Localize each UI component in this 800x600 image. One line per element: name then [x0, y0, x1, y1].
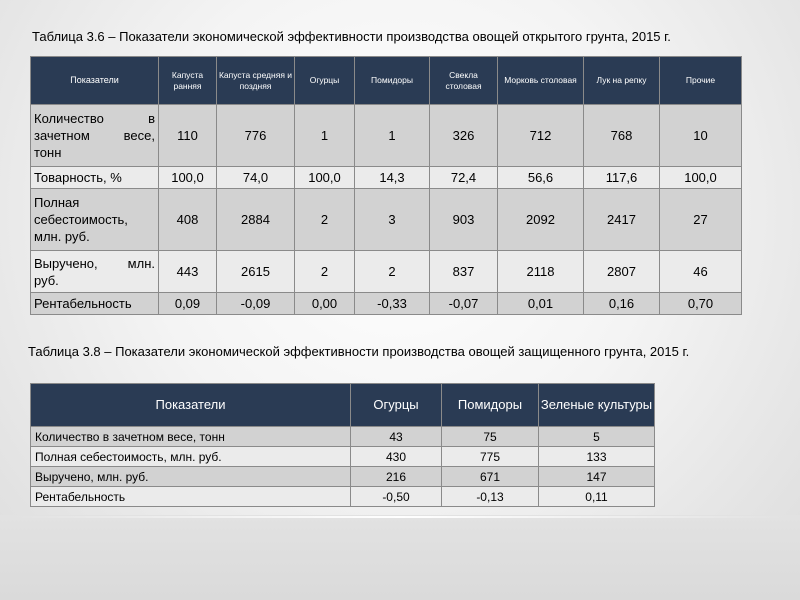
- table-cell: 903: [430, 189, 498, 251]
- table-cell: -0,33: [355, 293, 430, 315]
- table2-caption: Таблица 3.8 – Показатели экономической эффективности производства овощей защищенного грунта, 2015 г.: [28, 344, 690, 359]
- table1-caption: Таблица 3.6 – Показатели экономической эффективности производства овощей открытого грунта, 2015 г.: [32, 29, 671, 44]
- table-row: [31, 467, 655, 487]
- table-cell: 110: [159, 105, 217, 167]
- table-cell: 0,11: [539, 487, 655, 507]
- table-cell: -0,13: [442, 487, 539, 507]
- table-row: [31, 251, 742, 293]
- table-cell: 0,09: [159, 293, 217, 315]
- table-cell: 0,70: [660, 293, 742, 315]
- table2-header-cell: Огурцы: [351, 384, 442, 427]
- table2-header-cell: Показатели: [31, 384, 351, 427]
- table1-header-cell: Капуста средняя и поздняя: [217, 57, 295, 105]
- table-cell: 46: [660, 251, 742, 293]
- table-cell: 768: [584, 105, 660, 167]
- table-row: [31, 189, 742, 251]
- table-cell: 712: [498, 105, 584, 167]
- table-cell: 10: [660, 105, 742, 167]
- table-row: [31, 427, 655, 447]
- table1-header-cell: Помидоры: [355, 57, 430, 105]
- row-label: Количество в зачетном весе, тонн: [31, 427, 351, 447]
- table1-header-cell: Лук на репку: [584, 57, 660, 105]
- table-cell: 75: [442, 427, 539, 447]
- table-protected-ground: [30, 383, 655, 507]
- row-label: Товарность, %: [31, 167, 159, 189]
- table-cell: 671: [442, 467, 539, 487]
- row-label: Выручено, млн. руб.: [31, 467, 351, 487]
- table-cell: 100,0: [660, 167, 742, 189]
- table-cell: -0,50: [351, 487, 442, 507]
- table-cell: 133: [539, 447, 655, 467]
- table-cell: 2807: [584, 251, 660, 293]
- table-cell: 56,6: [498, 167, 584, 189]
- table-cell: 100,0: [159, 167, 217, 189]
- floor-highlight: [10, 516, 790, 518]
- table-cell: 117,6: [584, 167, 660, 189]
- table-cell: 0,16: [584, 293, 660, 315]
- table-cell: 2092: [498, 189, 584, 251]
- table-cell: 0,00: [295, 293, 355, 315]
- table-cell: 2417: [584, 189, 660, 251]
- table-cell: 1: [355, 105, 430, 167]
- table-cell: 74,0: [217, 167, 295, 189]
- table-cell: 2884: [217, 189, 295, 251]
- table1-header-cell: Прочие: [660, 57, 742, 105]
- table-cell: 100,0: [295, 167, 355, 189]
- table1-header-cell: Свекла столовая: [430, 57, 498, 105]
- table-cell: 5: [539, 427, 655, 447]
- table2-header-row: [31, 384, 655, 427]
- table-cell: 2: [295, 189, 355, 251]
- table-cell: -0,09: [217, 293, 295, 315]
- table-cell: -0,07: [430, 293, 498, 315]
- table-cell: 443: [159, 251, 217, 293]
- table-row: [31, 293, 742, 315]
- table-cell: 776: [217, 105, 295, 167]
- table-row: [31, 105, 742, 167]
- table1-header-cell: Показатели: [31, 57, 159, 105]
- table-row: [31, 487, 655, 507]
- table-cell: 3: [355, 189, 430, 251]
- table-cell: 2118: [498, 251, 584, 293]
- table1-header-cell: Морковь столовая: [498, 57, 584, 105]
- floor-band: [0, 515, 800, 600]
- table-cell: 775: [442, 447, 539, 467]
- row-label: Выручено, млн. руб.: [31, 251, 159, 293]
- table-cell: 14,3: [355, 167, 430, 189]
- table-cell: 326: [430, 105, 498, 167]
- row-label: Рентабельность: [31, 487, 351, 507]
- table-cell: 430: [351, 447, 442, 467]
- row-label: Полная себестоимость, млн. руб.: [31, 447, 351, 467]
- table2-header-cell: Помидоры: [442, 384, 539, 427]
- table-open-ground: [30, 56, 742, 315]
- row-label: Рентабельность: [31, 293, 159, 315]
- table1-header-row: [31, 57, 742, 105]
- table1-header-cell: Огурцы: [295, 57, 355, 105]
- table-cell: 0,01: [498, 293, 584, 315]
- table1-header-cell: Капуста ранняя: [159, 57, 217, 105]
- table2-header-cell: Зеленые культуры: [539, 384, 655, 427]
- table-row: [31, 447, 655, 467]
- row-label: Количество в зачетном весе, тонн: [31, 105, 159, 167]
- table-cell: 216: [351, 467, 442, 487]
- table-cell: 43: [351, 427, 442, 447]
- table-cell: 2: [355, 251, 430, 293]
- table-cell: 837: [430, 251, 498, 293]
- table-cell: 1: [295, 105, 355, 167]
- table-cell: 27: [660, 189, 742, 251]
- table-cell: 2: [295, 251, 355, 293]
- table-row: [31, 167, 742, 189]
- table-cell: 147: [539, 467, 655, 487]
- table-cell: 2615: [217, 251, 295, 293]
- table-cell: 72,4: [430, 167, 498, 189]
- row-label: Полная себестоимость, млн. руб.: [31, 189, 159, 251]
- table-cell: 408: [159, 189, 217, 251]
